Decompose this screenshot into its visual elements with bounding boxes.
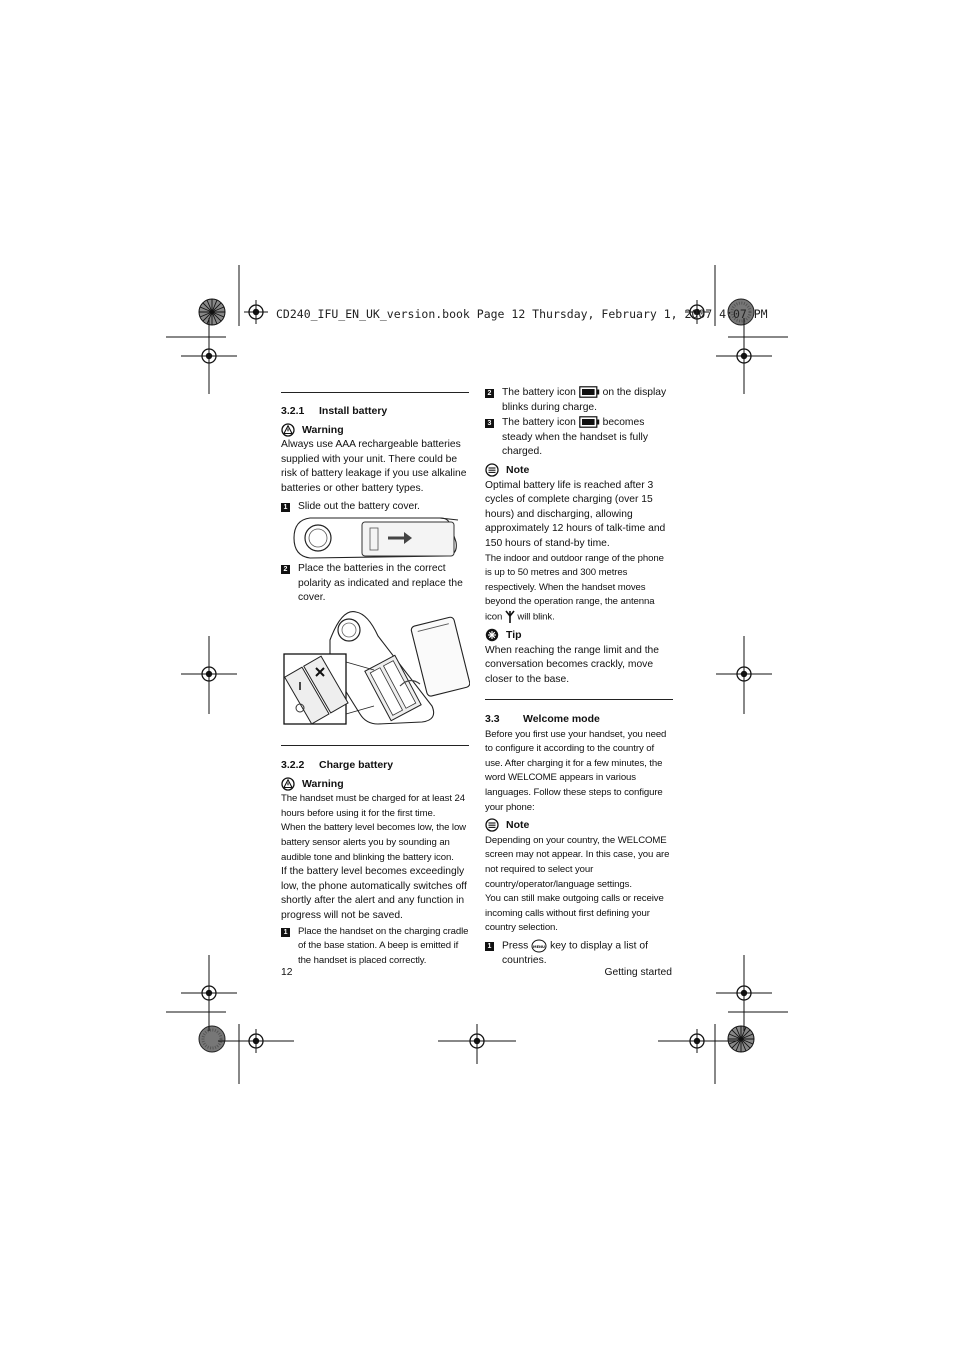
left-column-bottom — [281, 758, 469, 968]
section-heading-welcome-mode: 3.3 Welcome mode — [485, 713, 600, 725]
note-callout: Note — [485, 818, 673, 833]
menu-key-label: MENU — [533, 944, 546, 949]
file-header: CD240_IFU_EN_UK_version.book Page 12 Thursday, February 1, 2007 4:07 PM — [276, 307, 768, 321]
section-rule — [485, 699, 673, 700]
right-column-top — [485, 386, 673, 687]
step-item: 1 Place the handset on the charging cradle of the base station. A beep is emitted if the handset is placed correctly. — [281, 925, 469, 969]
section-text: Before you first use your handset, you need to configure it according to the country of use. After charging it for a few minutes, the word WELCOME appears in various languages. Follow these steps to configure your phone: — [485, 728, 667, 813]
antenna-icon — [505, 610, 515, 624]
warning-callout: Warning — [281, 777, 469, 792]
page-number: 12 — [281, 967, 293, 978]
left-step-2 — [281, 562, 469, 606]
warning-callout: Warning — [281, 423, 469, 438]
note-text: The indoor and outdoor range of the phone is up to 50 metres and 300 metres respectively. When the handset moves beyond the operation range, the antenna icon will blink. — [485, 552, 664, 623]
menu-key-icon — [531, 939, 547, 953]
tip-icon — [485, 628, 499, 642]
step-item: 3 The battery icon becomes steady when the handset is fully charged. — [485, 416, 673, 460]
warning-text: Always use AAA rechargeable batteries supplied with your unit. There could be risk of battery leakage if you use alkaline batteries or other battery types. — [281, 439, 467, 494]
battery-icon — [579, 386, 600, 398]
note-text: Optimal battery life is reached after 3 cycles of complete charging (over 15 hours) and discharging, allowing approximately 12 hours of talk-time and 150 hours of stand-by time. — [485, 479, 666, 549]
note-text: You can still make outgoing calls or receive incoming calls without first defining your country selection. — [485, 893, 664, 934]
section-rule — [281, 392, 469, 393]
step-item: 1 Press MENU key to display a list of countries. — [485, 939, 673, 969]
section-rule — [281, 745, 469, 746]
left-column-top — [281, 404, 469, 514]
step-item: 2 The battery icon on the display blinks during charge. — [485, 386, 673, 415]
step-item: 2 Place the batteries in the correct polarity as indicated and replace the cover. — [281, 562, 469, 606]
warning-text: If the battery level becomes exceedingly low, the phone automatically switches off shortly after the alert and any function in progress will not be saved. — [281, 866, 467, 921]
right-column-bottom — [485, 712, 673, 969]
battery-icon — [579, 416, 600, 428]
step-item: 1 Slide out the battery cover. — [281, 500, 469, 515]
note-text: Depending on your country, the WELCOME screen may not appear. In this case, you are not required to select your country/operator/language settings. — [485, 834, 670, 890]
note-callout: Note — [485, 463, 673, 478]
battery-cover-illustration — [290, 514, 462, 562]
tip-callout: Tip — [485, 628, 673, 643]
section-heading-install-battery: 3.2.1 Install battery — [281, 405, 388, 417]
tip-text: When reaching the range limit and the conversation becomes crackly, move closer to the base. — [485, 644, 660, 685]
warning-icon — [281, 423, 295, 437]
section-heading-charge-battery: 3.2.2 Charge battery — [281, 759, 394, 771]
batteries-illustration — [282, 606, 470, 728]
warning-icon — [281, 777, 295, 791]
warning-text: The handset must be charged for at least 24 hours before using it for the first time. — [281, 793, 465, 819]
note-icon — [485, 463, 499, 477]
note-icon — [485, 818, 499, 832]
footer-section-name: Getting started — [604, 967, 672, 978]
warning-text: When the battery level becomes low, the low battery sensor alerts you by sounding an audible tone and blinking the battery icon. — [281, 822, 467, 863]
